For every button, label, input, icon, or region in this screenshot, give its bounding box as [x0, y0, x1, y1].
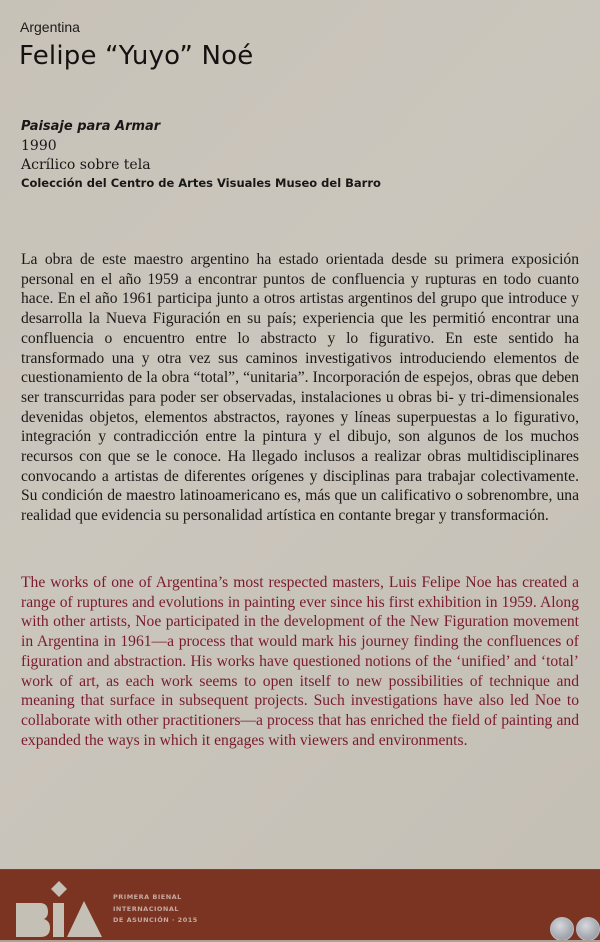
description-spanish: La obra de este maestro argentino ha estado orientada desde su primera exposición personal en el año 1959 a encontrar puntos de confluencia y rupturas en todo cuanto hace. En el año 1961 participa junto a otros artistas argentinos del grupo que introduce y desarrolla la Nueva Figuración en su país; experiencia que les permitió encontrar una confluencia o encuentro entre lo abstracto y lo figurativo. En este sentido ha transformado una y otra vez sus caminos investigativos introduciendo elementos de cuestionamiento de la obra “total”, “unitaria”. Incorporación de espejos, obras que deben ser transcurridas para poder ser observadas, instalaciones u obras bi- y tri-dimensionales devenidas objetos, elementos abstractos, rayones y líneas superpuestas a lo figurativo, integración y contradicción entre la pintura y el dibujo, son algunos de los muchos recursos con que se le conoce. Ha llegado inclusos a realizar obras multidisciplinares convocando a artistas de diferentes orígenes y disciplinas para trabajar colectivamente. Su condición de maestro latinoamericano es, más que un calificativo o sobrenombre, una realidad que evidencia su personalidad artística en contante bregar y transformación. — [21, 251, 579, 525]
footer-banner — [0, 869, 600, 941]
artwork-title: Paisaje para Armar — [21, 119, 161, 134]
bienal-line: INTERNACIONAL — [113, 904, 180, 913]
seal-icon — [550, 917, 574, 941]
artwork-medium: Acrílico sobre tela — [21, 157, 151, 173]
bia-logo — [14, 879, 104, 939]
bienal-line: PRIMERA BIENAL — [113, 893, 182, 901]
artist-name: Felipe “Yuyo” Noé — [19, 41, 254, 71]
seal-icon — [576, 917, 600, 941]
bienal-name — [113, 892, 198, 927]
country-label: Argentina — [20, 19, 80, 35]
artwork-year: 1990 — [21, 138, 57, 154]
artwork-collection: Colección del Centro de Artes Visuales Museo del Barro — [21, 176, 381, 190]
description-english: The works of one of Argentina’s most respected masters, Luis Felipe Noe has created a range of ruptures and evolutions in painting ever since his first exhibition in 1959. Along with other artists, Noe participated in the development of the New Figuration movement in Argentina in 1961—a process that would mark his journey finding the confluences of figuration and abstraction. His works have questioned notions of the ‘unified’ and ‘total’ work of art, as each work seems to open itself to new possibilities of technique and meaning that surface in subsequent projects. Such investigations have also led Noe to collaborate with other practitioners—a process that has enriched the field of painting and expanded the ways in which it engages with viewers and environments. — [21, 574, 579, 749]
bienal-line: DE ASUNCIÓN · 2015 — [113, 916, 198, 924]
